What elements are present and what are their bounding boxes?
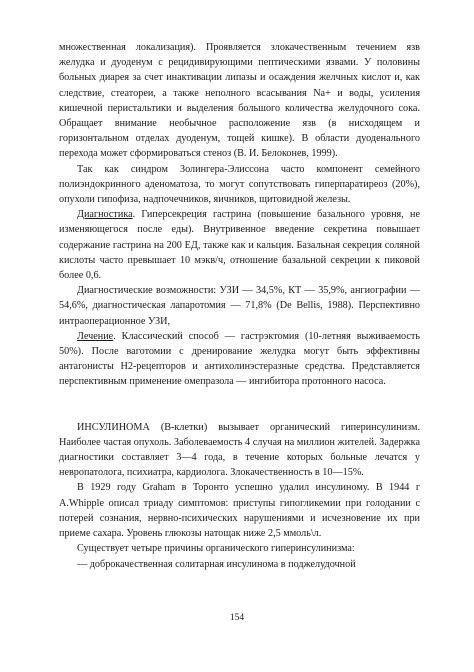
treatment-heading: Лечение	[77, 330, 114, 342]
paragraph-intro: множественная локализация). Проявляется злокачественным течением язв желудка и дуоденум с рецидивирующими пептическими язвами. У половины больных диарея за счет инактивации липазы и осаждения желчных кислот и, как следствие, стеатореи, а также неполного всасывания Na+ и воды, усиления кишечной перистальтики и выделения большого количества желудочного сока. Обращает внимание необычное расположение язв (в нисходящем и горизонтальном отделах дуоденум, тощей кишке). В области дуоденального перехода может сформироваться стеноз (В. И. Белоконев, 1999).	[59, 42, 420, 160]
diagnostics-text: . Гиперсекреция гастрина (повышение базального уровня, не изменяющегося после еды). Внутривенное введение секретина повышает содержание гастрина на 200 ЕД, также как и кальция. Базальная секреция соляной кислоты часто превышает 10 мэкв/ч, отношение базальной секреции к пиковой более 0,6.	[59, 209, 420, 282]
paragraph-causes: Существует четыре причины органического гиперинсулинизма:	[77, 543, 355, 555]
paragraph-diagnostics	[59, 207, 420, 283]
paragraph-treatment	[59, 329, 420, 390]
paragraph-insulinoma: ИНСУЛИНОМА (В-клетки) вызывает органический гиперинсулинизм. Наиболее частая опухоль. Заболеваемость 4 случая на миллион жителей. Задержка диагностики составляет 3—4 года, в течение которых больные лечатся у невропатолога, психиатра, кардиолога. Злокачественность в 10—15%.	[59, 421, 420, 479]
page-text-block	[59, 40, 420, 572]
paragraph-history: В 1929 году Graham в Торонто успешно удалил инсулиному. В 1944 г A.Whipple описал триаду симптомов: приступы гипогликемии при голодании с потерей сознания, нервно-психических нарушениями и исчезновение их при приеме сахара. Уровень глюкозы натощак ниже 2,5 ммоль\л.	[59, 482, 420, 540]
section-spacer	[59, 390, 420, 420]
paragraph-cause-item: — доброкачественная солитарная инсулинома в поджелудочной	[77, 558, 356, 570]
treatment-text: . Классический способ — гастрэктомия (10-летняя выживаемость 50%). После ваготомии с дренирование желудка могут быть эффективны антагонисты Н2-рецепторов и антихолинэстеразные средства. Представляется перспективным применение омепразола — ингибитора протонного насоса.	[59, 330, 420, 388]
diagnostics-heading: Диагностика	[77, 209, 133, 221]
page-number: 154	[229, 613, 245, 623]
paragraph-diagnostic-capabilities: Диагностические возможности: УЗИ — 34,5%, КТ — 35,9%, ангиографии — 54,6%, диагностическая лапаротомия — 71,8% (De Bellis, 1988). Перспективно интраоперационное УЗИ,	[59, 285, 420, 327]
paragraph-zollinger-ellison: Так как синдром Золингера-Элиссона часто компонент семейного полиэндокринного аденоматоза, то могут сопутствовать гиперпаратиреоз (20%), опухоли гипофиза, надпочечников, яичников, щитовидной железы.	[59, 163, 420, 206]
